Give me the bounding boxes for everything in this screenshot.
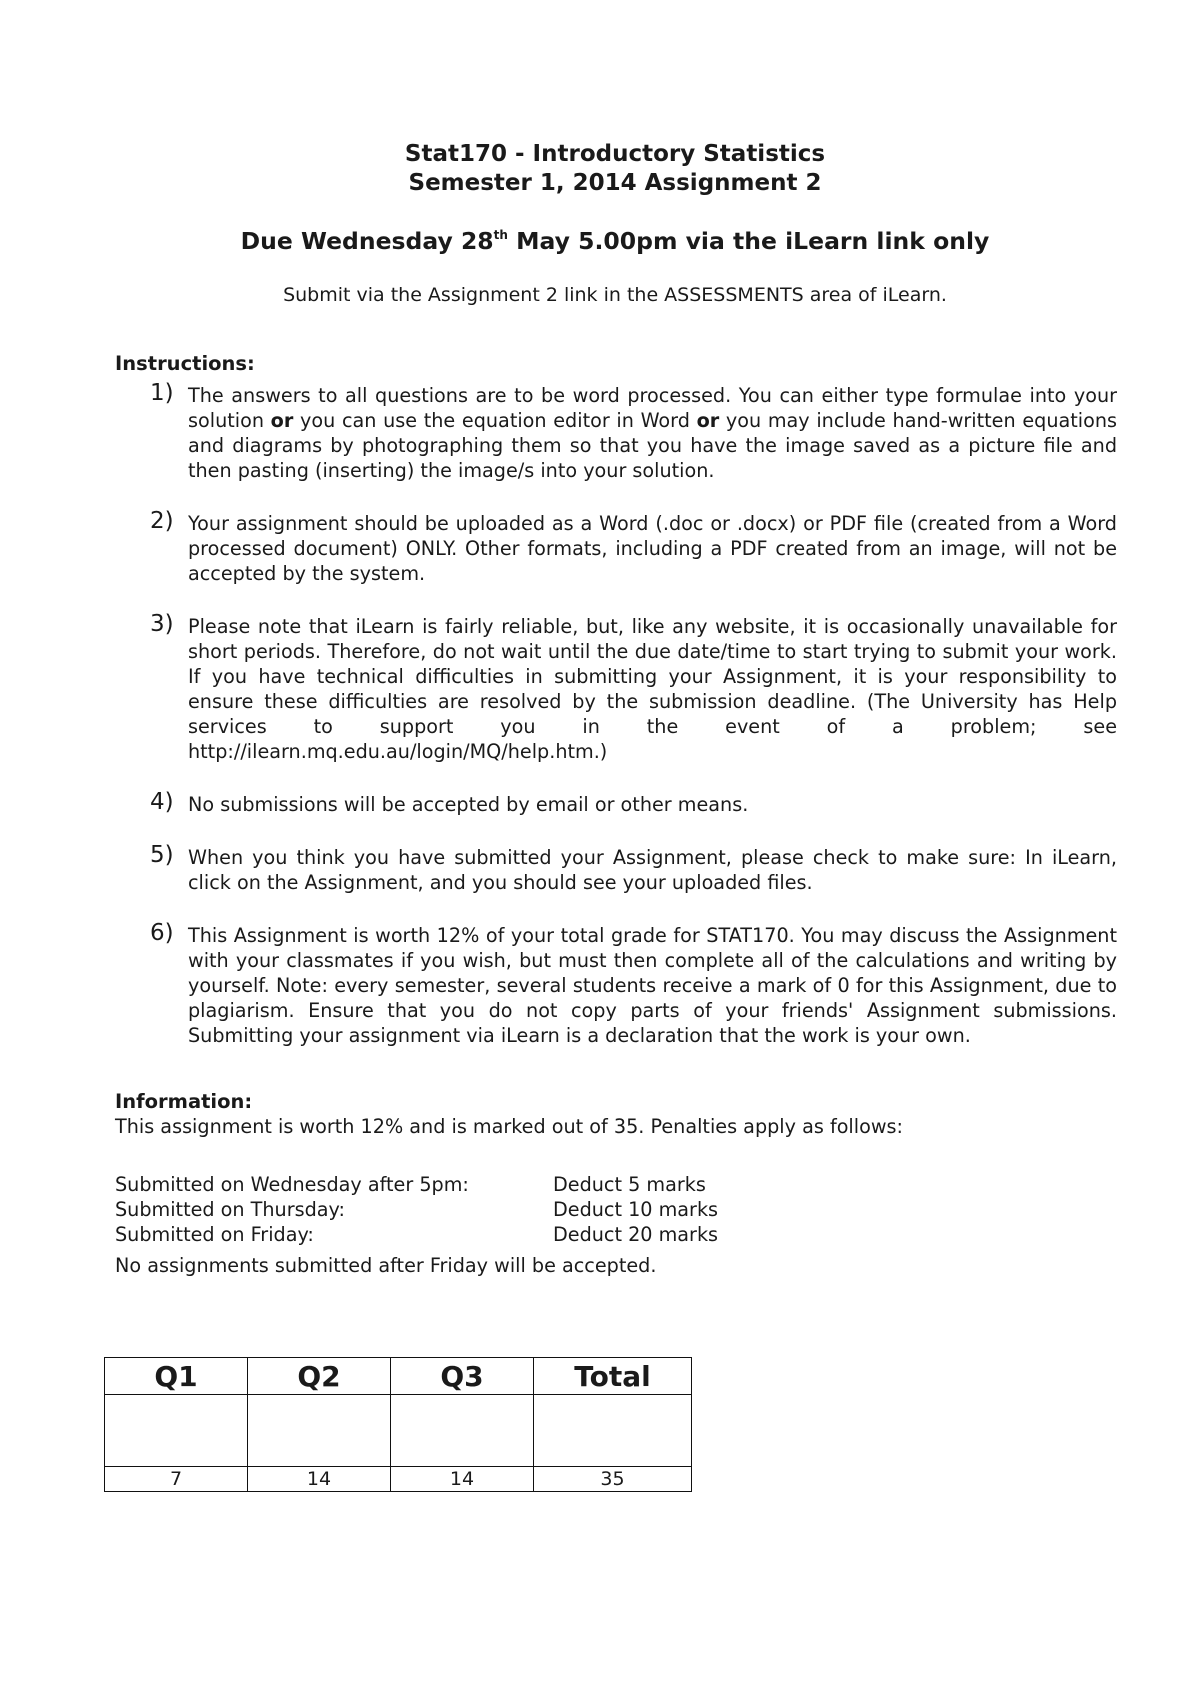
instruction-text: you may include hand-written equations and diagrams by photographing them so that you have the image saved as a picture file and then pasting (inserting) the image/s into your solution. — [188, 409, 1117, 482]
score-cell — [534, 1395, 692, 1467]
penalty-row — [115, 1222, 718, 1247]
max-mark-total: 35 — [534, 1467, 692, 1492]
information-summary: This assignment is worth 12% and is marked out of 35. Penalties apply as follows: — [115, 1115, 903, 1138]
instruction-item — [115, 380, 1117, 483]
instructions-list — [115, 380, 1117, 1076]
max-mark-q2: 14 — [248, 1467, 391, 1492]
max-mark-q3: 14 — [391, 1467, 534, 1492]
instruction-item — [115, 508, 1117, 586]
penalty-when: Submitted on Friday: — [115, 1223, 314, 1246]
marks-max-row — [105, 1467, 692, 1492]
instruction-item — [115, 611, 1117, 764]
penalty-list — [115, 1172, 718, 1247]
penalty-deduction: Deduct 20 marks — [553, 1223, 719, 1246]
instruction-item — [115, 842, 1117, 895]
penalty-when: Submitted on Wednesday after 5pm: — [115, 1173, 469, 1196]
score-cell — [248, 1395, 391, 1467]
instruction-number: 2) — [150, 508, 174, 534]
marks-header-q3: Q3 — [391, 1358, 534, 1395]
submit-note: Submit via the Assignment 2 link in the ASSESSMENTS area of iLearn. — [283, 284, 947, 306]
instruction-emphasis: or — [696, 409, 720, 432]
instruction-text: Please note that iLearn is fairly reliable, but, like any website, it is occasionally unavailable for short periods. Therefore, do not wait until the due date/time to start trying to submit your work. If you have technical difficulties in submitting your Assignment, it is your responsibility to ensure these difficulties are resolved by the submission deadline. (The University has Help services to support you in the event of a problem; see http://ilearn.mq.edu.au/login/MQ/help.htm.) — [188, 615, 1117, 763]
penalty-row — [115, 1197, 718, 1222]
score-cell — [391, 1395, 534, 1467]
penalty-when: Submitted on Thursday: — [115, 1198, 345, 1221]
due-suffix: May 5.00pm via the iLearn link only — [507, 227, 990, 255]
instruction-number: 1) — [150, 380, 174, 406]
instruction-text: you can use the equation editor in Word — [293, 409, 697, 432]
penalty-row — [115, 1172, 718, 1197]
due-prefix: Due Wednesday 28 — [240, 227, 494, 255]
instructions-heading: Instructions: — [115, 352, 255, 375]
instruction-text: When you think you have submitted your Assignment, please check to make sure: In iLearn, click on the Assignment, and you should see your uploaded files. — [188, 846, 1117, 894]
marks-header-q1: Q1 — [105, 1358, 248, 1395]
due-date-line — [0, 227, 1200, 255]
closing-note: No assignments submitted after Friday will be accepted. — [115, 1254, 657, 1277]
score-cell — [105, 1395, 248, 1467]
due-superscript: th — [493, 228, 508, 242]
marks-header-q2: Q2 — [248, 1358, 391, 1395]
information-heading: Information: — [115, 1090, 253, 1113]
instruction-number: 4) — [150, 789, 174, 815]
instruction-emphasis: or — [270, 409, 294, 432]
instruction-text: No submissions will be accepted by email or other means. — [188, 793, 749, 816]
penalty-deduction: Deduct 5 marks — [553, 1173, 706, 1196]
marks-header-total: Total — [534, 1358, 692, 1395]
marks-score-row — [105, 1395, 692, 1467]
max-mark-q1: 7 — [105, 1467, 248, 1492]
instruction-text: Your assignment should be uploaded as a Word (.doc or .docx) or PDF file (created from a Word processed document) ONLY. Other formats, including a PDF created from an image, will not be accepted by the system. — [188, 512, 1117, 585]
instruction-item — [115, 789, 1117, 817]
instruction-number: 5) — [150, 842, 174, 868]
course-title: Stat170 - Introductory Statistics — [404, 141, 826, 167]
instruction-item — [115, 920, 1117, 1048]
marks-header-row — [105, 1358, 692, 1395]
marks-table — [104, 1357, 692, 1492]
assignment-line: Semester 1, 2014 Assignment 2 — [408, 170, 822, 196]
instruction-text: The answers to all questions are to be word processed. You can either type formulae into your solution — [188, 384, 1117, 432]
penalty-deduction: Deduct 10 marks — [553, 1198, 719, 1221]
instruction-text: This Assignment is worth 12% of your total grade for STAT170. You may discuss the Assignment with your classmates if you wish, but must then complete all of the calculations and writing by yourself. Note: every semester, several students receive a mark of 0 for this Assignment, due to plagiarism. Ensure that you do not copy parts of your friends' Assignment submissions. Submitting your assignment via iLearn is a declaration that the work is your own. — [188, 924, 1117, 1047]
instruction-number: 3) — [150, 611, 174, 637]
instruction-number: 6) — [150, 920, 174, 946]
document-title — [0, 140, 1200, 198]
